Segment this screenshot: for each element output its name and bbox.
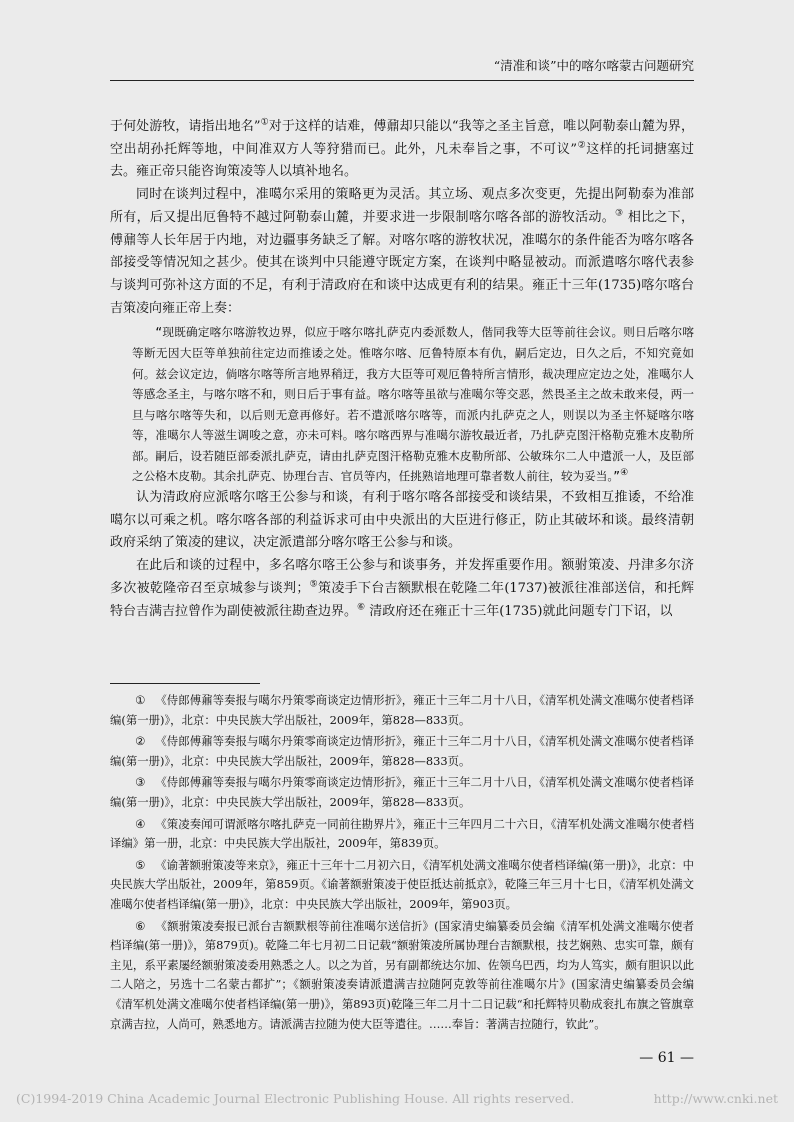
footnote — [110, 815, 694, 854]
footnote-text: 《额驸策凌奏报已派台吉额默根等前往准噶尔送信折》(国家清史编纂委员会编《清军机处满文准噶尔使者档译编(第一册)》，第879页)。乾隆二年七月初二日记载“额驸策凌所属协理台吉额默根，技艺娴熟、忠实可靠，颇有主见，系平素屡经额驸策凌委用熟悉之人。以之为首，另有副都统达尔加、佐领乌巴西，均为人笃实，颇有胆识以此二人陪之，另选十二名蒙古都扩”；《额驸策凌奏请派遣满吉拉随阿克敦等前往准噶尔片》(国家清史编纂委员会编《清军机处满文准噶尔使者档译编(第一册)》，第893页)乾隆三年二月十二日记载“和托辉特贝勒成衮扎布旗之管旗章京满吉拉，人尚可，熟悉地方。请派满吉拉随为使大臣等遣往。……奉旨：著满吉拉随行，钦此”。 — [110, 918, 694, 1031]
footnotes — [110, 691, 694, 1036]
footnote-number: ① — [135, 693, 146, 707]
text-span: 相比之下，傅鼐等人长年居于内地，对边疆事务缺乏了解。对喀尔喀的游牧状况，准噶尔的条件能否为喀尔喀各部接受等情况知之甚少。使其在谈判中只能遵守既定方案，在谈判中略显被动。而派遣喀尔喀代表参与谈判可弥补这方面的不足，有利于清政府在和谈中达成更有利的结果。雍正十三年(1735)喀尔喀台吉策凌向雍正帝上奏： — [110, 209, 694, 316]
footnote-number: ④ — [135, 816, 146, 831]
text-span: 清政府还在雍正十三年(1735)就此问题专门下诏，以 — [365, 603, 673, 619]
text-span: 于何处游牧，请指出地名” — [110, 119, 261, 134]
footnote-ref[interactable]: ③ — [615, 208, 624, 219]
text-span: “现既确定喀尔喀游牧边界，似应于喀尔喀扎萨克内委派数人，偕同我等大臣等前往会议。则日后喀尔喀等断无因大臣等单独前往定边而推诿之处。惟喀尔喀、厄鲁特原本有仇，嗣后定边，日久之后，不知究竟如何。兹会议定边，倘喀尔喀等所言地界稍迂，我方大臣等可观厄鲁特所言情形，裁决理应定边之处，准噶尔人等感念圣主，与喀尔喀不和，则日后于事有益。喀尔喀等虽欲与准噶尔等交恶，然畏圣主之故未敢来侵，两一旦与喀尔喀等失和，以后则无意再修好。若不遣派喀尔喀等，而派内扎萨克之人，则误以为圣主怀疑喀尔喀等，准噶尔人等滋生调唆之意，亦未可料。喀尔喀西界与准噶尔游牧最近者，乃扎萨克图汗格勒克雅木皮勒所部。嗣后，设若随臣部委派扎萨克，请由扎萨克图汗格勒克雅木皮勒所部、公敏珠尔二人中遣派一人，及臣部之公格木皮勒。其余扎萨克、协理台吉、官员等内，任挑熟谙地理可靠者数人前往，较为妥当。” — [132, 325, 694, 484]
text-span: 在此后和谈的过程中，多名喀尔喀王公参与和谈事务，并发挥重要作用。额驸策凌、丹津多尔济多次被乾隆帝召至京城参与谈判； — [110, 558, 694, 596]
footnote-text: 《侍郎傅鼐等奏报与噶尔丹策零商谈定边情形折》，雍正十三年二月十八日，《清军机处满文准噶尔使者档译编(第一册)》，北京：中央民族大学出版社，2009年，第828—833页。 — [110, 734, 694, 768]
paragraph — [110, 487, 694, 555]
footnote — [110, 691, 694, 730]
footnote — [110, 773, 694, 812]
quote-paragraph — [132, 322, 694, 487]
footnote-ref[interactable]: ① — [260, 117, 269, 128]
footnote-ref[interactable]: ⑤ — [309, 579, 319, 590]
running-title: “清准和谈”中的喀尔喀蒙古问题研究 — [493, 58, 694, 73]
footnote-ref[interactable]: ⑥ — [357, 602, 366, 613]
text-span: 认为清政府应派喀尔喀王公参与和谈，有利于喀尔喀各部接受和谈结果，不致相互推诿，不给准噶尔以可乘之机。喀尔喀各部的利益诉求可由中央派出的大臣进行修正，防止其破坏和谈。最终清朝政府采纳了策凌的建议，决定派遣部分喀尔喀王公参与和谈。 — [110, 490, 694, 551]
block-quote — [110, 322, 694, 487]
footnote — [110, 732, 694, 771]
text-span: 这样的托词搪塞过去。雍正帝只能咨询策凌等人以填补地名。 — [110, 141, 694, 180]
paragraph — [110, 555, 694, 623]
footnote — [110, 917, 694, 1035]
page-number: — 61 — — [639, 1050, 694, 1066]
paragraph — [110, 184, 694, 320]
footnote-number: ⑥ — [135, 918, 146, 933]
main-text — [110, 116, 694, 623]
footnote-text: 《侍郎傅鼐等奏报与噶尔丹策零商谈定边情形折》，雍正十三年二月十八日，《清军机处满文准噶尔使者档译编(第一册)》，北京：中央民族大学出版社，2009年，第828—833页。 — [110, 775, 694, 809]
text-span: 同时在谈判过程中，准噶尔采用的策略更为灵活。其立场、观点多次变更，先提出阿勒泰为准部所有，后又提出厄鲁特不越过阿勒泰山麓，并要求进一步限制喀尔喀各部的游牧活动。 — [110, 187, 694, 225]
text-span: 对于这样的诘难，傅鼐却只能以“我等之圣主旨意，唯以阿勒泰山麓为界，空出胡孙托辉等地，中间准双方人等狩猎而已。此外，凡未奉旨之事，不可议” — [110, 119, 694, 157]
footnote-text: 《谕著额驸策凌等来京》，雍正十三年十二月初六日，《清军机处满文准噶尔使者档译编(第一册)》，北京：中央民族大学出版社，2009年，第859页。《谕著额驸策凌于使臣抵达前抵京》，乾隆三年三月十七日，《清军机处满文准噶尔使者档译编(第一册)》，北京：中央民族大学出版社，2009年，第903页。 — [110, 857, 694, 911]
text-span: 策凌手下台吉额默根在乾隆二年(1737)被派往准部送信，和托辉特台吉满吉拉曾作为副使被派往勘查边界。 — [110, 580, 694, 619]
footnote — [110, 856, 694, 915]
running-header — [110, 58, 694, 81]
cnki-link[interactable]: http://www.cnki.net — [653, 1091, 778, 1106]
footnote-divider — [110, 683, 260, 684]
footnote-number: ③ — [135, 775, 146, 790]
footnote-text: 《策凌奏闻可谓派喀尔喀扎萨克一同前往勘界片》，雍正十三年四月二十六日，《清军机处满文准噶尔使者档译编》第一册，北京：中央民族大学出版社，2009年，第839页。 — [110, 816, 694, 851]
footnote-text: 《侍郎傅鼐等奏报与噶尔丹策零商谈定边情形折》，雍正十三年二月十八日，《清军机处满文准噶尔使者档译编(第一册)》，北京：中央民族大学出版社，2009年，第828—833页。 — [110, 693, 694, 727]
paragraph — [110, 116, 694, 184]
footnote-number: ⑤ — [135, 857, 146, 872]
footnote-ref[interactable]: ② — [577, 140, 587, 151]
copyright-notice: (C)1994-2019 China Academic Journal Electronic Publishing House. All rights reserved. — [16, 1091, 575, 1106]
footnote-ref[interactable]: ④ — [620, 468, 629, 479]
footnote-number: ② — [135, 734, 146, 749]
